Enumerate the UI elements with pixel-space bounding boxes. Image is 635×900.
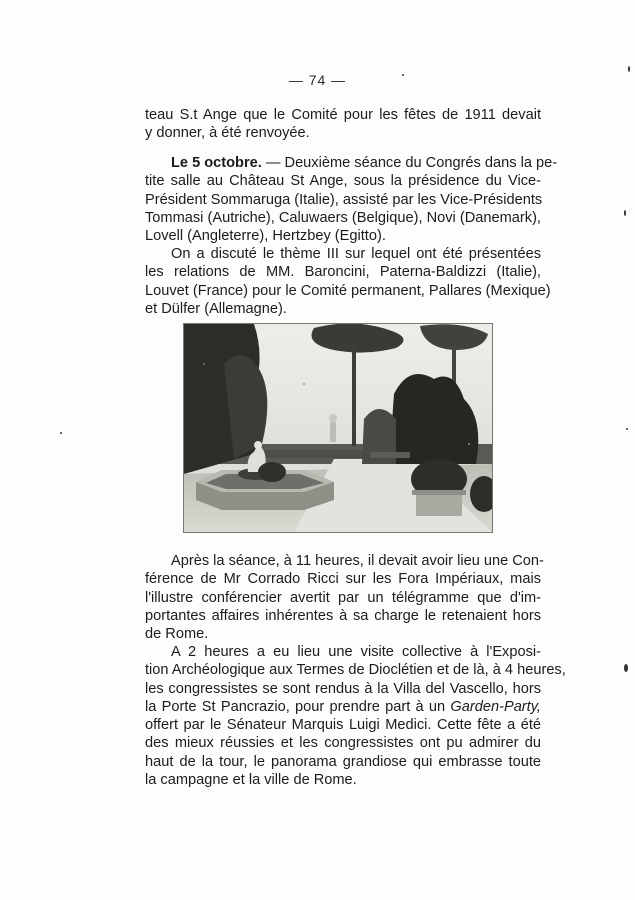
paragraph-5 [145, 643, 566, 789]
text-line: l'illustre conférencier avertit par un télégramme que d'im- [145, 589, 541, 606]
scan-speck [628, 66, 630, 72]
text-line: tion Archéologique aux Termes de Dioclétien et de là, à 4 heures, [145, 662, 566, 679]
text-line: teau S.t Ange que le Comité pour les fêtes de 1911 devait [145, 107, 541, 123]
paragraph-1 [145, 106, 541, 143]
text-line: Président Sommaruga (Italie), assisté par les Vice-Présidents [145, 191, 543, 208]
text-line: tite salle au Château St Ange, sous la présidence du Vice- [145, 173, 541, 190]
text-line: offert par le Sénateur Marquis Luigi Medici. Cette fête a été [145, 717, 541, 734]
garden-party-italic: Garden-Party, [450, 698, 541, 715]
scan-speck [624, 664, 628, 672]
text-fragment: — Deuxième séance du Congrés dans la pe- [261, 155, 558, 171]
text-fragment: la Porte St Pancrazio, pour prendre part à un [145, 698, 451, 715]
paragraph-2 [145, 154, 558, 245]
scan-speck [60, 432, 62, 434]
page-number: — 74 — [288, 72, 347, 88]
text-line: Tommasi (Autriche), Caluwaers (Belgique), Novi (Danemark), [145, 209, 541, 226]
text-line: Lovell (Angleterre), Hertzbey (Egitto). [145, 228, 386, 245]
text-line: A 2 heures a eu lieu une visite collective à l'Exposi- [171, 644, 541, 660]
garden-photograph [183, 323, 493, 533]
text-line [145, 154, 558, 172]
text-line: Louvet (France) pour le Comité permanent, Pallares (Mexique) [145, 282, 551, 299]
scan-speck [624, 210, 626, 216]
text-line: les relations de MM. Baroncini, Paterna-Baldizzi (Italie), [145, 264, 541, 281]
text-line: les congressistes se sont rendus à la Villa del Vascello, hors [145, 680, 541, 697]
text-line: y donner, à été renvoyée. [145, 125, 310, 142]
paragraph-3 [145, 245, 551, 318]
date-heading: Le 5 octobre. [171, 155, 262, 171]
text-line: la campagne et la ville de Rome. [145, 772, 357, 789]
text-line [145, 698, 541, 716]
paragraph-4 [145, 552, 544, 643]
text-line: Après la séance, à 11 heures, il devait avoir lieu une Con- [171, 553, 544, 569]
text-line: des mieux réussies et les congressistes ont pu admirer du [145, 735, 541, 752]
text-line: haut de la tour, le panorama grandiose qui embrasse toute [145, 753, 541, 770]
text-line: de Rome. [145, 626, 209, 643]
garden-illustration [184, 324, 492, 532]
text-line: férence de Mr Corrado Ricci sur les Fora Impériaux, mais [145, 571, 541, 588]
text-line: et Dülfer (Allemagne). [145, 300, 287, 317]
scan-speck [402, 74, 404, 76]
text-line: On a discuté le thème III sur lequel ont été présentées [171, 246, 541, 262]
text-line: portantes affaires inhérentes à sa charge le retenaient hors [145, 607, 541, 624]
scan-speck [626, 428, 628, 430]
